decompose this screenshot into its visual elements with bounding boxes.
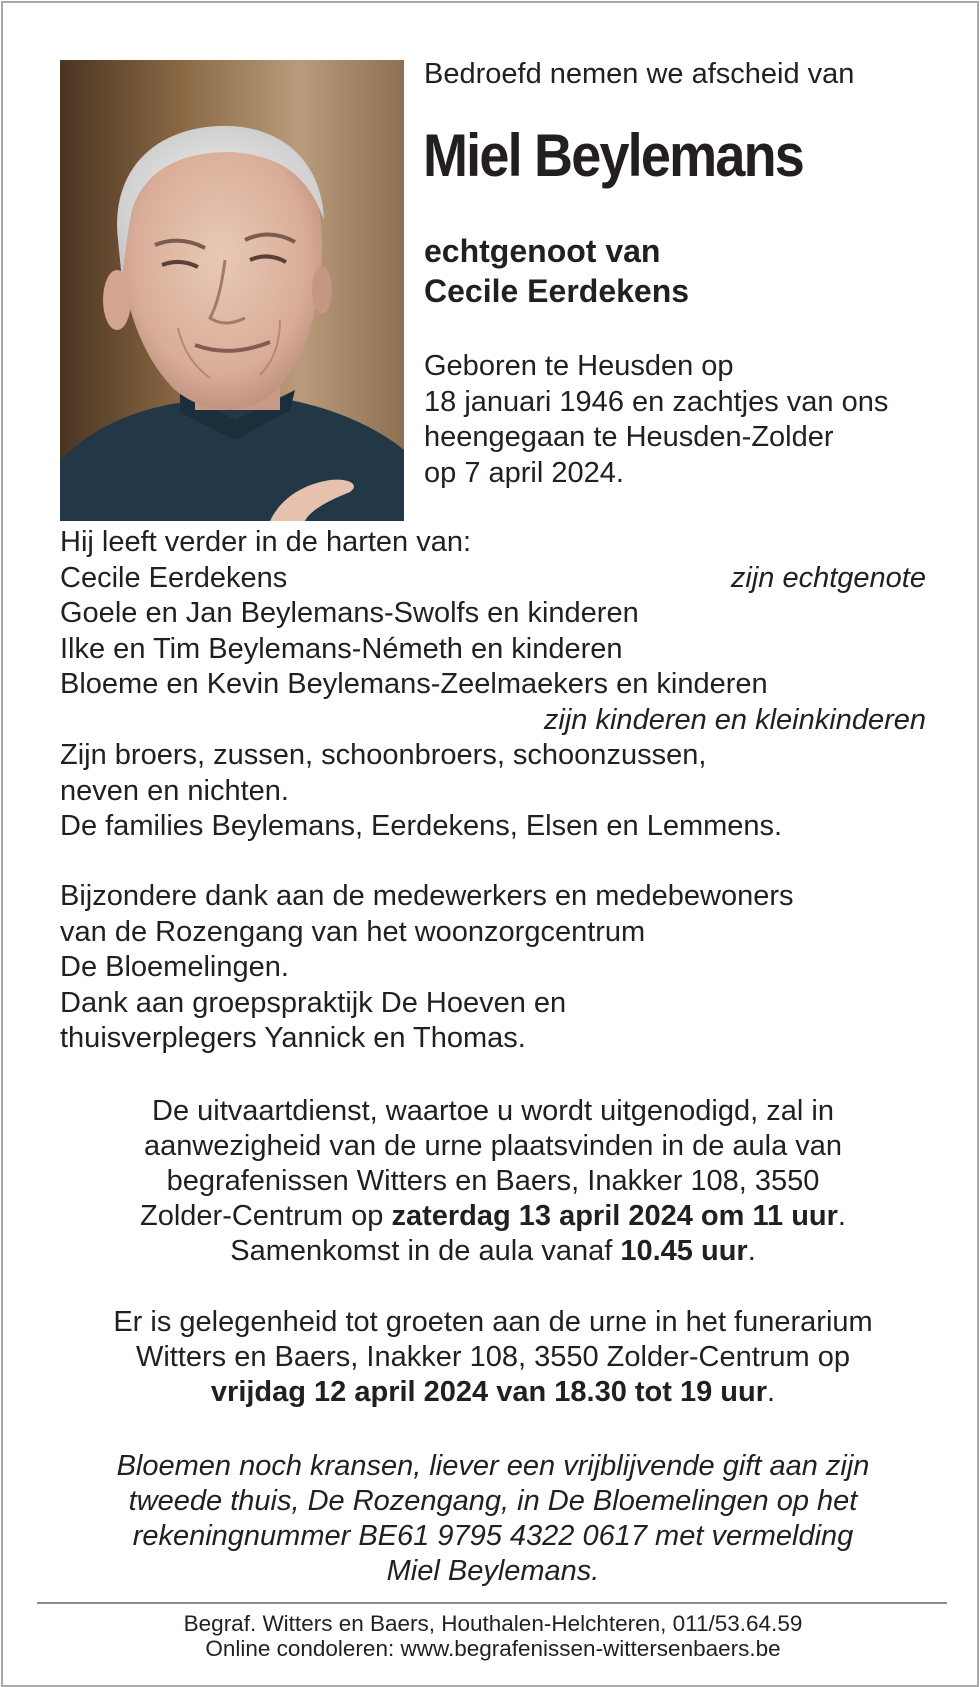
gathering-text: Samenkomst in de aula vanaf bbox=[230, 1235, 621, 1267]
survivor-spouse-row bbox=[60, 561, 926, 597]
birth-line: heengegaan te Heusden-Zolder bbox=[424, 421, 834, 453]
portrait-photo bbox=[60, 60, 404, 521]
survivor-name: Cecile Eerdekens bbox=[60, 561, 288, 594]
viewing-line bbox=[43, 1375, 943, 1410]
survivors-intro: Hij leeft verder in de harten van: bbox=[60, 526, 472, 558]
survivor-other: Zijn broers, zussen, schoonbroers, schoonzussen, bbox=[60, 739, 707, 771]
thanks-line: Bijzondere dank aan de medewerkers en medebewoners bbox=[60, 880, 794, 912]
survivor-child: Bloeme en Kevin Beylemans-Zeelmaekers en kinderen bbox=[60, 668, 768, 700]
relation-label: zijn echtgenote bbox=[730, 561, 926, 594]
thanks-line: thuisverplegers Yannick en Thomas. bbox=[60, 1022, 526, 1054]
birth-line: 18 januari 1946 en zachtjes van ons bbox=[424, 385, 889, 418]
service-line: De uitvaartdienst, waartoe u wordt uitgenodigd, zal in bbox=[152, 1095, 834, 1127]
donation-line: rekeningnummer BE61 9795 4322 0617 met vermelding bbox=[132, 1520, 854, 1552]
service-line bbox=[43, 1199, 943, 1234]
punctuation: . bbox=[747, 1235, 756, 1267]
punctuation: . bbox=[837, 1200, 846, 1232]
footer-divider bbox=[37, 1602, 947, 1604]
survivor-other: De families Beylemans, Eerdekens, Elsen en Lemmens. bbox=[60, 810, 783, 842]
donation-line: Miel Beylemans. bbox=[386, 1555, 600, 1587]
spouse-line: echtgenoot van bbox=[424, 233, 661, 269]
donation-line: Bloemen noch kransen, liever een vrijblijvende gift aan zijn bbox=[116, 1450, 870, 1482]
birth-line: Geboren te Heusden op bbox=[424, 350, 734, 382]
service-date: zaterdag 13 april 2024 om 11 uur bbox=[391, 1200, 838, 1232]
obituary-card bbox=[1, 1, 979, 1687]
thanks-line: De Bloemelingen. bbox=[60, 951, 289, 983]
viewing-announcement bbox=[43, 1305, 943, 1410]
thanks-text bbox=[60, 879, 794, 1057]
spouse-heading bbox=[424, 231, 689, 311]
footer bbox=[43, 1611, 943, 1661]
service-line bbox=[43, 1234, 943, 1269]
spouse-name: Cecile Eerdekens bbox=[424, 273, 690, 309]
survivor-child: Ilke en Tim Beylemans-Németh en kinderen bbox=[60, 632, 623, 665]
punctuation: . bbox=[767, 1376, 776, 1408]
intro-text: Bedroefd nemen we afscheid van bbox=[424, 58, 855, 90]
survivors-list bbox=[60, 525, 926, 845]
viewing-line: Er is gelegenheid tot groeten aan de urne in het funerarium bbox=[113, 1306, 873, 1338]
birth-line: op 7 april 2024. bbox=[424, 456, 624, 489]
survivor-other: neven en nichten. bbox=[60, 774, 289, 807]
service-announcement bbox=[43, 1094, 943, 1269]
condolence-link[interactable]: Online condoleren: www.begrafenissen-wittersenbaers.be bbox=[205, 1636, 781, 1661]
service-line: begrafenissen Witters en Baers, Inakker 108, 3550 bbox=[166, 1165, 820, 1197]
survivor-child: Goele en Jan Beylemans-Swolfs en kinderen bbox=[60, 597, 639, 629]
gathering-time: 10.45 uur bbox=[620, 1235, 748, 1267]
funeral-home-info: Begraf. Witters en Baers, Houthalen-Helchteren, 011/53.64.59 bbox=[183, 1611, 803, 1636]
donation-note bbox=[43, 1449, 943, 1589]
relation-label: zijn kinderen en kleinkinderen bbox=[543, 703, 926, 736]
thanks-line: Dank aan groepspraktijk De Hoeven en bbox=[60, 986, 567, 1019]
birth-death-text bbox=[424, 349, 888, 491]
viewing-date: vrijdag 12 april 2024 van 18.30 tot 19 uur bbox=[210, 1376, 768, 1408]
thanks-line: van de Rozengang van het woonzorgcentrum bbox=[60, 915, 646, 948]
viewing-line: Witters en Baers, Inakker 108, 3550 Zolder-Centrum op bbox=[135, 1341, 851, 1373]
service-text: Zolder-Centrum op bbox=[140, 1200, 392, 1232]
donation-line: tweede thuis, De Rozengang, in De Bloemelingen op het bbox=[128, 1485, 858, 1517]
deceased-name: Miel Beylemans bbox=[423, 122, 803, 189]
service-line: aanwezigheid van de urne plaatsvinden in de aula van bbox=[143, 1130, 843, 1162]
